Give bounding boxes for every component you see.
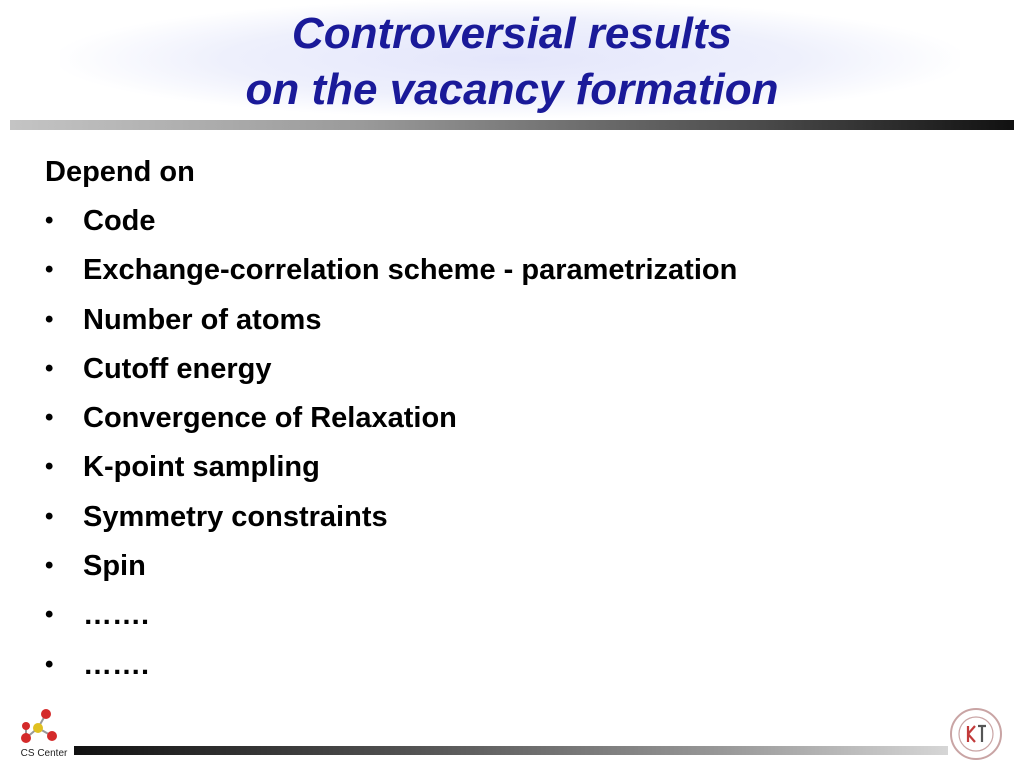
bullet-icon: • (45, 305, 54, 333)
kist-seal-icon (948, 706, 1004, 762)
intro-text: Depend on (45, 156, 195, 188)
kist-seal-logo (948, 706, 1004, 762)
bullet-text: Number of atoms (83, 303, 322, 336)
bullet-item (45, 643, 1005, 692)
bullet-item (45, 298, 1005, 347)
bullet-item (45, 445, 1005, 494)
bullet-item (45, 347, 1005, 396)
slide-title (0, 6, 1024, 118)
cs-center-logo (16, 706, 72, 762)
logo-label: CS Center (20, 748, 68, 759)
title-line-2: on the vacancy formation (245, 65, 779, 114)
bullet-icon: • (45, 404, 54, 432)
bullet-icon: • (45, 256, 54, 284)
bullet-item (45, 593, 1005, 642)
footer-divider (74, 746, 948, 755)
bullet-text: ……. (83, 648, 150, 681)
bullet-item (45, 248, 1005, 297)
title-line-1: Controversial results (291, 9, 733, 58)
bullet-text: Symmetry constraints (83, 500, 388, 533)
bullet-icon: • (45, 650, 54, 678)
bullet-item (45, 396, 1005, 445)
bullet-list (45, 199, 1005, 692)
bullet-item (45, 199, 1005, 248)
bullet-item (45, 544, 1005, 593)
bullet-text: Exchange-correlation scheme - parametrization (83, 254, 738, 287)
bullet-icon: • (45, 354, 54, 382)
bullet-icon: • (45, 207, 54, 234)
bullet-text: Cutoff energy (83, 352, 272, 385)
bullet-text: K-point sampling (83, 451, 320, 484)
bullet-icon: • (45, 601, 54, 629)
bullet-icon: • (45, 552, 54, 580)
slide-body (45, 150, 1005, 692)
bullet-item (45, 495, 1005, 544)
bullet-text: ……. (83, 599, 150, 632)
bullet-text: Spin (83, 550, 146, 583)
bullet-icon: • (45, 453, 54, 481)
title-divider (10, 120, 1014, 130)
bullet-text: Convergence of Relaxation (83, 402, 457, 435)
bullet-text: Code (83, 205, 156, 237)
bullet-icon: • (45, 502, 54, 530)
molecule-logo-icon (16, 706, 72, 748)
